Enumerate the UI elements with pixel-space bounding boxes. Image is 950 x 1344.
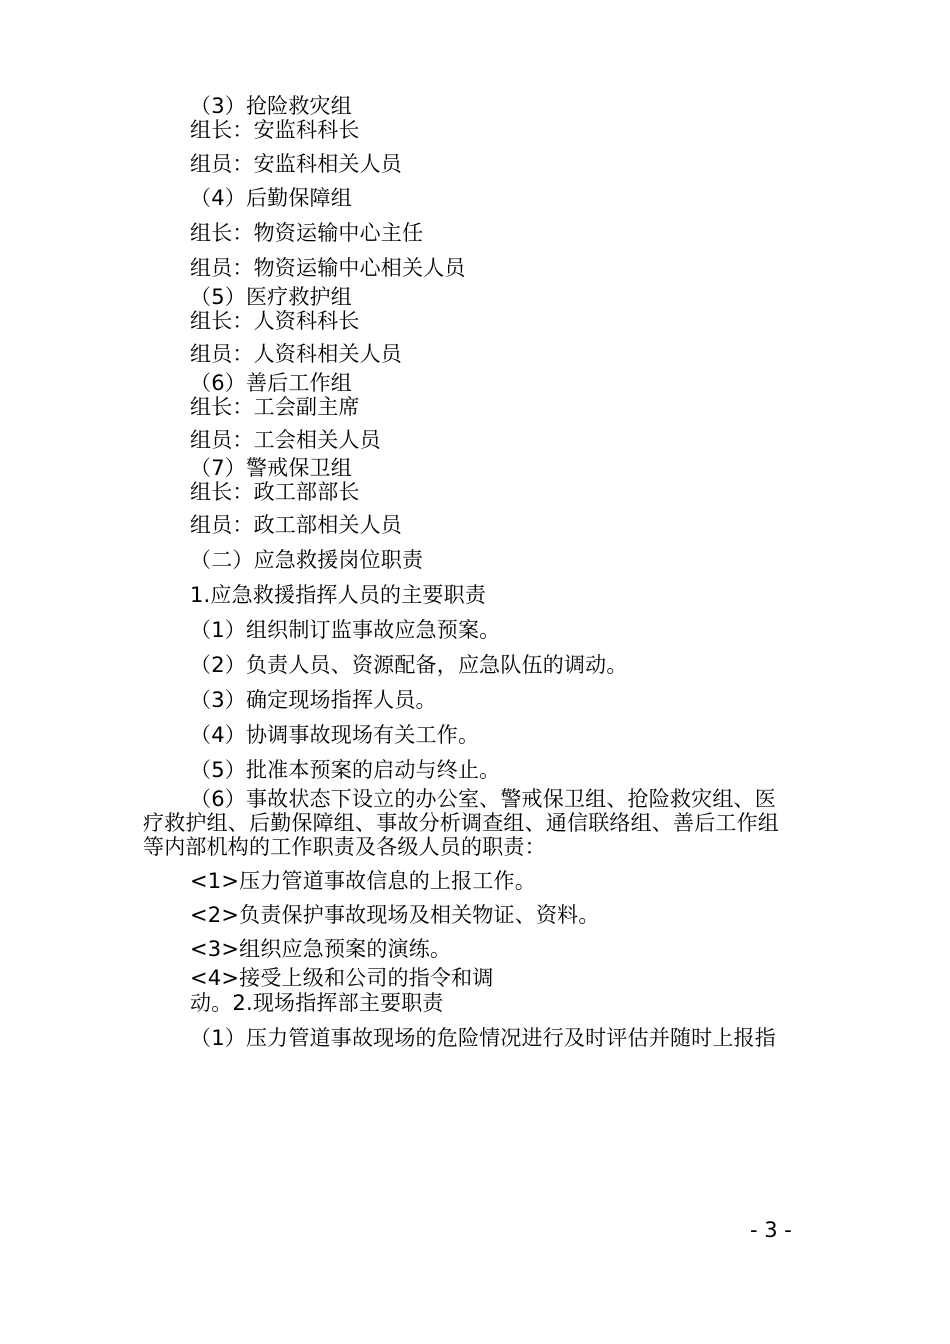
text-line: （1）组织制订监事故应急预案。 bbox=[190, 618, 501, 642]
text-line: （6）善后工作组 bbox=[190, 371, 352, 395]
text-line: 组长：人资科科长 bbox=[190, 309, 360, 333]
text-line: 组员：政工部相关人员 bbox=[190, 513, 402, 537]
section-heading: （二）应急救援岗位职责 bbox=[190, 548, 424, 572]
text-line: 组长：政工部部长 bbox=[190, 480, 360, 504]
text-line: <2>负责保护事故现场及相关物证、资料。 bbox=[190, 903, 600, 927]
text-line: （4）后勤保障组 bbox=[190, 186, 352, 210]
text-line: （2）负责人员、资源配备，应急队伍的调动。 bbox=[190, 653, 628, 677]
subsection-heading: 1.应急救援指挥人员的主要职责 bbox=[190, 583, 487, 607]
text-line: 组员：安监科相关人员 bbox=[190, 152, 402, 176]
text-line: <4>接受上级和公司的指令和调 bbox=[190, 966, 494, 990]
text-line: 组长：安监科科长 bbox=[190, 118, 360, 142]
text-line: （3）确定现场指挥人员。 bbox=[190, 688, 437, 712]
text-line: 组员：工会相关人员 bbox=[190, 428, 381, 452]
text-line: （7）警戒保卫组 bbox=[190, 456, 352, 480]
text-line: <1>压力管道事故信息的上报工作。 bbox=[190, 869, 536, 893]
text-line: （3）抢险救灾组 bbox=[190, 94, 352, 118]
text-line: 动。2.现场指挥部主要职责 bbox=[190, 991, 444, 1015]
text-line: 组长：物资运输中心主任 bbox=[190, 221, 424, 245]
text-line: 疗救护组、后勤保障组、事故分析调查组、通信联络组、善后工作组 bbox=[143, 811, 779, 835]
page-number: - 3 - bbox=[750, 1218, 792, 1242]
text-line: <3>组织应急预案的演练。 bbox=[190, 937, 452, 961]
text-line: 等内部机构的工作职责及各级人员的职责： bbox=[143, 835, 546, 859]
text-line: 组员：物资运输中心相关人员 bbox=[190, 256, 466, 280]
text-line: （5）医疗救护组 bbox=[190, 285, 352, 309]
text-line: （5）批准本预案的启动与终止。 bbox=[190, 758, 501, 782]
text-line: 组员：人资科相关人员 bbox=[190, 342, 402, 366]
text-line: （1）压力管道事故现场的危险情况进行及时评估并随时上报指 bbox=[190, 1026, 776, 1050]
text-line: 组长：工会副主席 bbox=[190, 395, 360, 419]
text-line: （4）协调事故现场有关工作。 bbox=[190, 723, 480, 747]
text-line: （6）事故状态下设立的办公室、警戒保卫组、抢险救灾组、医 bbox=[190, 787, 776, 811]
